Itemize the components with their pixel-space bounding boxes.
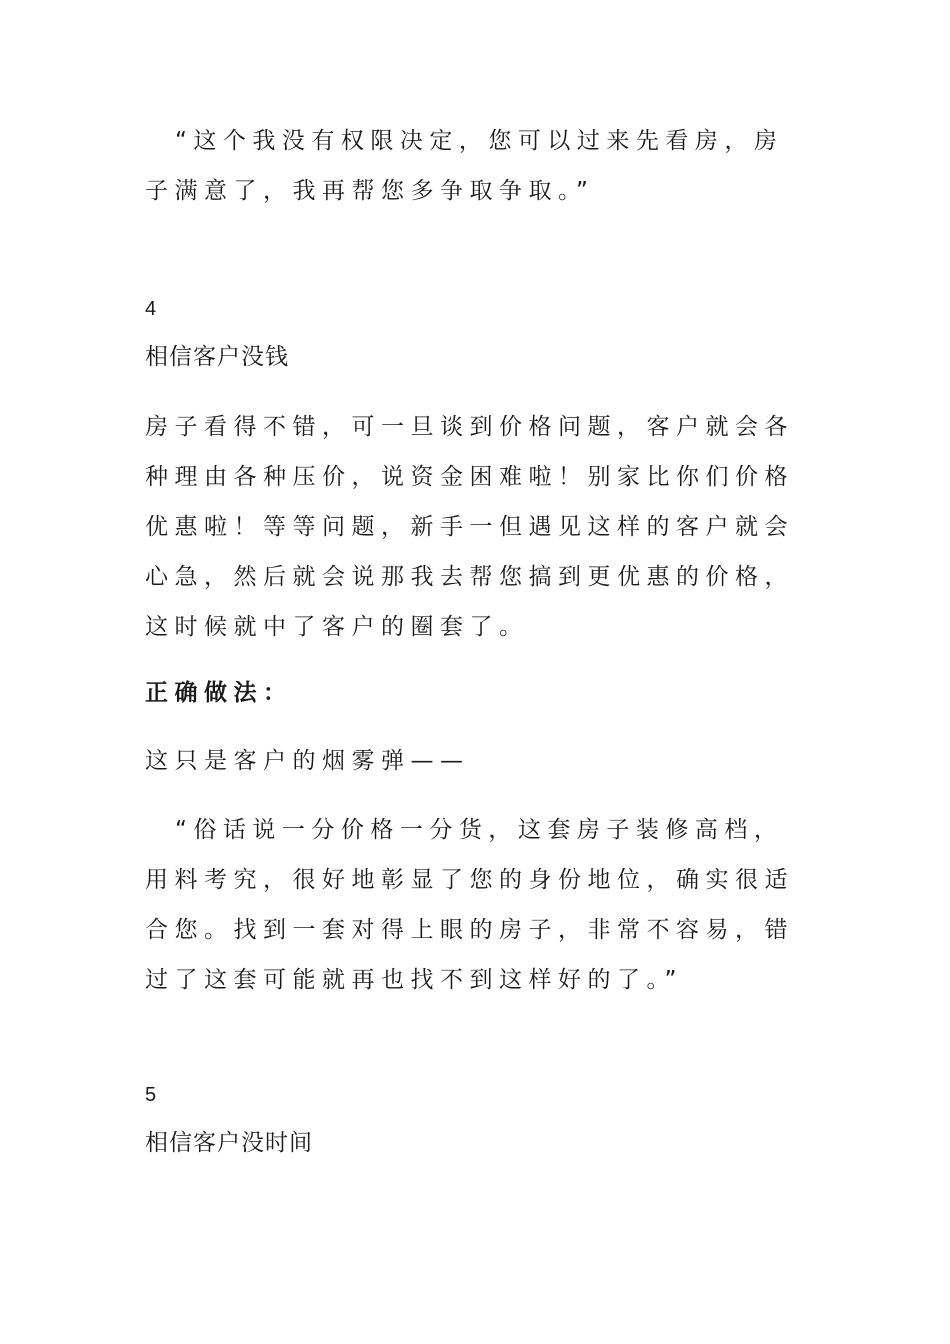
quote-line: 过了这套可能就再也找不到这样好的了。” bbox=[145, 967, 683, 993]
body-line: 种理由各种压价，说资金困难啦！别家比你们价格 bbox=[145, 464, 794, 490]
section-title: 相信客户没时间 bbox=[145, 1130, 313, 1156]
section-number: 4 bbox=[145, 298, 157, 320]
method-heading: 正确做法： bbox=[145, 680, 293, 706]
quote-line: 合您。找到一套对得上眼的房子，非常不容易，错 bbox=[145, 917, 794, 943]
section-title: 相信客户没钱 bbox=[145, 344, 289, 370]
body-line: 房子看得不错，可一旦谈到价格问题，客户就会各 bbox=[145, 414, 794, 440]
quote-line: “俗话说一分价格一分货，这套房子装修高档， bbox=[175, 817, 784, 843]
body-line: 心急，然后就会说那我去帮您搞到更优惠的价格， bbox=[145, 564, 794, 590]
quote-line: “这个我没有权限决定，您可以过来先看房，房 bbox=[175, 128, 784, 154]
body-line: 这时候就中了客户的圈套了。 bbox=[145, 614, 529, 640]
body-line: 优惠啦！等等问题，新手一但遇见这样的客户就会 bbox=[145, 514, 794, 540]
quote-line: 子满意了，我再帮您多争取争取。” bbox=[145, 178, 595, 204]
lead-line: 这只是客户的烟雾弹—— bbox=[145, 748, 470, 774]
section-number: 5 bbox=[145, 1084, 157, 1106]
quote-line: 用料考究，很好地彰显了您的身份地位，确实很适 bbox=[145, 867, 794, 893]
